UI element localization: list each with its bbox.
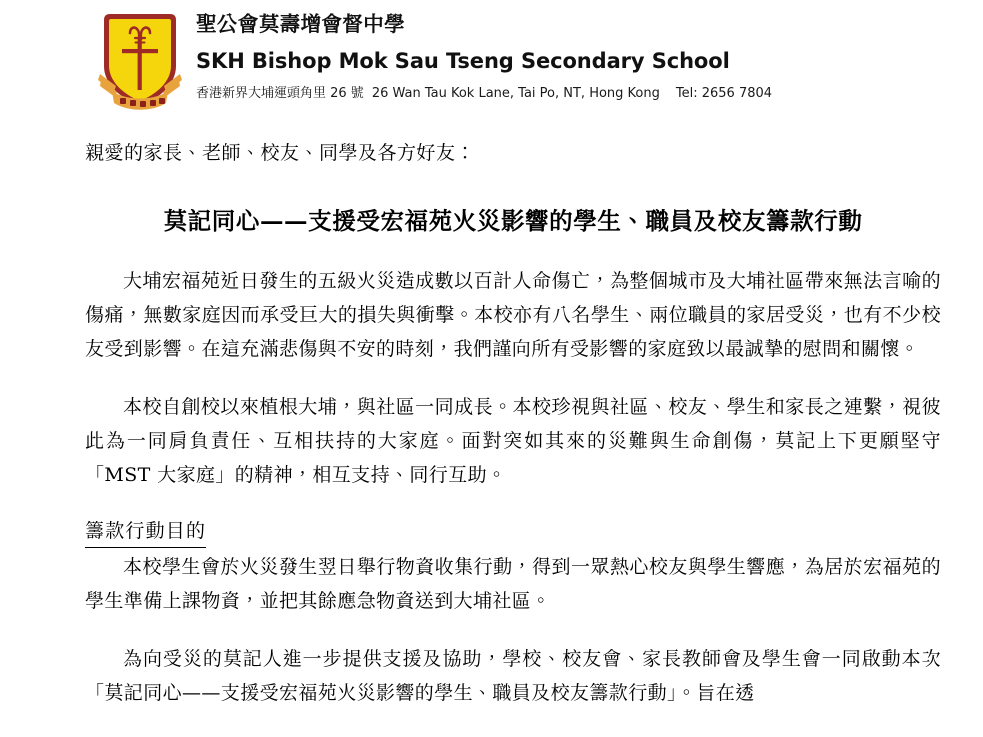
letter-paragraph-3: 本校學生會於火災發生翌日舉行物資收集行動，得到一眾熱心校友與學生響應，為居於宏福苑的學生準備上課物資，並把其餘應急物資送到大埔社區。 [85,555,941,612]
letter-title: 莫記同心——支援受宏福苑火災影響的學生、職員及校友籌款行動 [163,207,863,235]
school-identity [196,6,772,103]
school-name-chinese: 聖公會莫壽增會督中學 [196,12,405,36]
school-crest-icon [92,8,188,116]
letterhead [92,0,983,118]
section-heading-fundraising-purpose: 籌款行動目的 [85,516,206,548]
school-telephone: Tel: 2656 7804 [675,85,773,101]
school-address-line [196,86,772,103]
letter-salutation: 親愛的家長、老師、校友、同學及各方好友： [85,142,476,164]
letter-paragraph-1: 大埔宏福苑近日發生的五級火災造成數以百計人命傷亡，為整個城市及大埔社區帶來無法言喻的傷痛，無數家庭因而承受巨大的損失與衝擊。本校亦有八名學生、兩位職員的家居受災，也有不少校友受到影響。在這充滿悲傷與不安的時刻，我們謹向所有受影響的家庭致以最誠摯的慰問和關懷。 [85,269,941,360]
section-heading-1-wrap [85,516,941,548]
letter-content [85,144,941,710]
letter-paragraph-4: 為向受災的莫記人進一步提供支援及協助，學校、校友會、家長教師會及學生會一同啟動本次「莫記同心——支援受宏福苑火災影響的學生、職員及校友籌款行動」。旨在透 [85,647,941,704]
letter-paragraph-2: 本校自創校以來植根大埔，與社區一同成長。本校珍視與社區、校友、學生和家長之連繫，視彼此為一同肩負責任、互相扶持的大家庭。面對突如其來的災難與生命創傷，莫記上下更願堅守「MST 大家庭」的精神，相互支持、同行互助。 [85,395,941,486]
address-chinese: 香港新界大埔運頭角里 26 號 [196,85,364,101]
address-english: 26 Wan Tau Kok Lane, Tai Po, NT, Hong Kong [371,85,660,101]
school-name-english: SKH Bishop Mok Sau Tseng Secondary School [196,48,730,73]
